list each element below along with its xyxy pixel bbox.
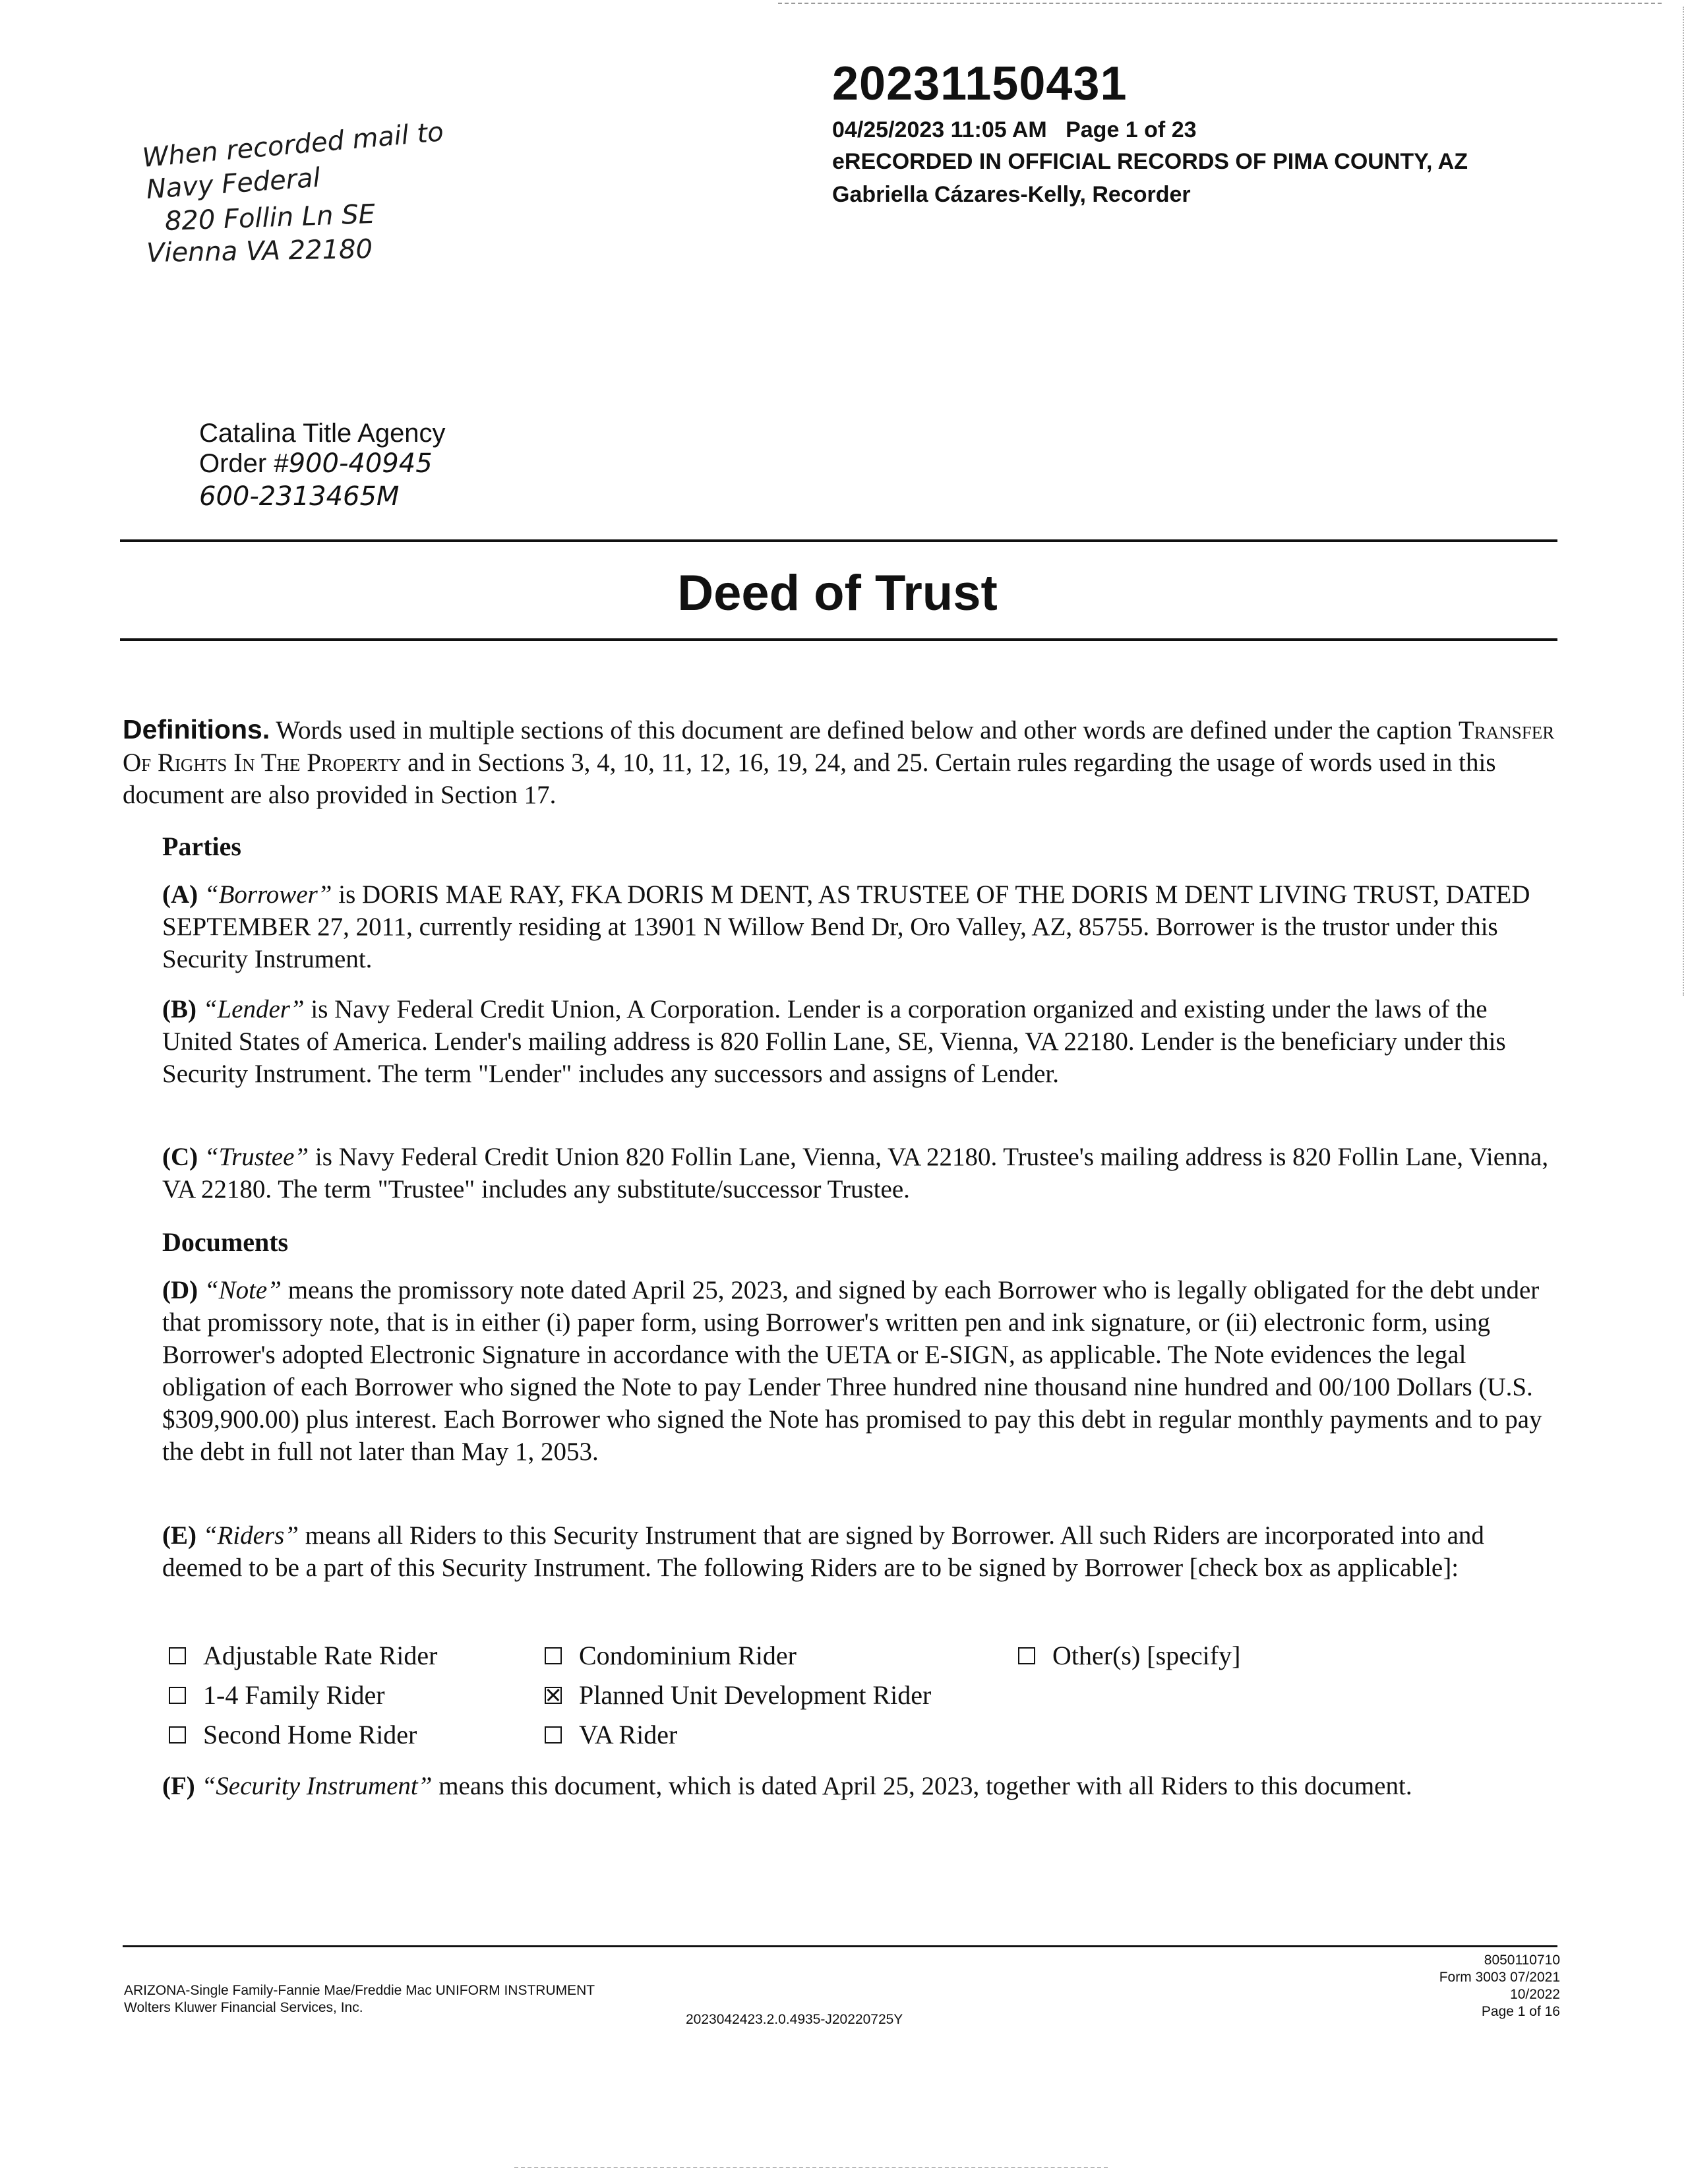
- scan-edge-top: [778, 3, 1662, 4]
- scan-edge-bottom: [514, 2167, 1108, 2168]
- title-rule-bottom: [120, 638, 1557, 641]
- definition-text: means the promissory note dated April 25, 2023, and signed by each Borrower who is legally obligated for the debt under that promissory note, that is in either (i) paper form, using Borrower's written pen and ink signature, or (ii) electronic form, using Borrower's adopted Electronic Signature in accordance with the UETA or E-SIGN, as applicable. The Note evidences the legal obligation of each Borrower who signed the Note to pay Lender Three hundred nine thousand nine hundred and 00/100 Dollars (U.S. $309,900.00) plus interest. Each Borrower who signed the Note has promised to pay this debt in regular monthly payments and to pay the debt in full not later than May 1, 2053.: [162, 1276, 1542, 1466]
- item-label: (A): [162, 880, 198, 909]
- footer-revision-date: 10/2022: [1510, 1987, 1560, 2002]
- item-label: (D): [162, 1276, 198, 1304]
- checkbox[interactable]: [169, 1726, 186, 1744]
- rider-option-condominium[interactable]: [545, 1639, 797, 1672]
- footer-form-number: Form 3003 07/2021: [1439, 1970, 1560, 1985]
- defined-term: “Lender”: [202, 995, 305, 1023]
- rider-label: Second Home Rider: [203, 1720, 417, 1749]
- definitions-text: and in Sections 3, 4, 10, 11, 12, 16, 19, 24, and 25. Certain rules regarding the usage of words used in this document are also provided in Section 17.: [123, 748, 1496, 809]
- handwritten-return-address: [138, 117, 547, 269]
- title-rule-top: [120, 539, 1557, 542]
- defined-term: “Trustee”: [204, 1143, 309, 1171]
- definitions-heading: Definitions.: [123, 714, 270, 744]
- checkbox[interactable]: [1018, 1647, 1035, 1664]
- definition-borrower: [162, 878, 1560, 975]
- handwritten-line: 820 Follin Ln SE: [164, 198, 376, 237]
- footer-document-id: 2023042423.2.0.4935-J20220725Y: [686, 2012, 903, 2027]
- checkbox-checked[interactable]: [545, 1687, 562, 1704]
- checkbox[interactable]: [169, 1647, 186, 1664]
- definitions-text: Words used in multiple sections of this document are defined below and other words are defined under the caption: [270, 716, 1459, 744]
- definition-text: means this document, which is dated April 25, 2023, together with all Riders to this document.: [432, 1772, 1412, 1800]
- rider-label: VA Rider: [579, 1720, 678, 1749]
- footer-page-number: Page 1 of 16: [1481, 2004, 1560, 2019]
- order-number-handwritten: 900-40945: [288, 448, 433, 479]
- rider-label: 1-4 Family Rider: [203, 1680, 385, 1710]
- item-label: (C): [162, 1143, 198, 1171]
- rider-label: Other(s) [specify]: [1052, 1641, 1241, 1670]
- defined-term: “Note”: [204, 1276, 282, 1304]
- escrow-number-handwritten: 600-2313465M: [199, 481, 400, 512]
- documents-heading: Documents: [162, 1227, 289, 1257]
- document-title: Deed of Trust: [677, 565, 998, 621]
- definition-text: is DORIS MAE RAY, FKA DORIS M DENT, AS TRUSTEE OF THE DORIS M DENT LIVING TRUST, DATED SEPTEMBER 27, 2011, currently residing at 13901 N Willow Bend Dr, Oro Valley, AZ, 85755. Borrower is the trustor under this Security Instrument.: [162, 880, 1530, 973]
- checkbox[interactable]: [545, 1726, 562, 1744]
- rider-option-other[interactable]: [1018, 1639, 1240, 1672]
- handwritten-line: Navy Federal: [145, 162, 322, 205]
- footer-form-info: [1439, 1952, 1560, 2020]
- definition-lender: [162, 993, 1560, 1090]
- definition-note: [162, 1274, 1560, 1468]
- rider-option-second-home[interactable]: [169, 1718, 417, 1751]
- recording-office-line: eRECORDED IN OFFICIAL RECORDS OF PIMA COUNTY, AZ: [832, 149, 1468, 174]
- rider-option-planned-unit-development[interactable]: [545, 1679, 931, 1712]
- rider-label: Condominium Rider: [579, 1641, 797, 1670]
- checkbox[interactable]: [169, 1687, 186, 1704]
- defined-term: “Borrower”: [204, 880, 332, 909]
- footer-publisher: Wolters Kluwer Financial Services, Inc.: [124, 2000, 363, 2015]
- recording-number: 20231150431: [832, 57, 1128, 110]
- definition-riders: [162, 1519, 1560, 1584]
- item-label: (E): [162, 1521, 196, 1550]
- item-label: (B): [162, 995, 196, 1023]
- recorder-name-line: Gabriella Cázares-Kelly, Recorder: [832, 182, 1191, 207]
- rider-label: Adjustable Rate Rider: [203, 1641, 438, 1670]
- recording-date-line: 04/25/2023 11:05 AM Page 1 of 23: [832, 117, 1197, 142]
- title-agency-block: [199, 418, 446, 512]
- item-label: (F): [162, 1772, 195, 1800]
- scan-edge-right: [1683, 7, 1684, 996]
- rider-option-va[interactable]: [545, 1718, 677, 1751]
- order-label: Order #: [199, 449, 289, 478]
- definition-text: is Navy Federal Credit Union, A Corporation. Lender is a corporation organized and existing under the laws of the United States of America. Lender's mailing address is 820 Follin Lane, SE, Vienna, VA 22180. Lender is the beneficiary under this Security Instrument. The term "Lender" includes any successors and assigns of Lender.: [162, 995, 1506, 1088]
- defined-term: “Security Instrument”: [201, 1772, 433, 1800]
- parties-heading: Parties: [162, 832, 241, 861]
- definition-trustee: [162, 1141, 1560, 1205]
- defined-term: “Riders”: [202, 1521, 299, 1550]
- rider-label: Planned Unit Development Rider: [579, 1680, 932, 1710]
- rider-option-1-4-family[interactable]: [169, 1679, 385, 1712]
- handwritten-line: Vienna VA 22180: [146, 234, 373, 268]
- caption-transfer-of-rights: Transfer Of Rights In The Property: [123, 716, 1555, 777]
- rider-option-adjustable-rate[interactable]: [169, 1639, 437, 1672]
- agency-name: Catalina Title Agency: [199, 419, 446, 448]
- footer-form-name: ARIZONA-Single Family-Fannie Mae/Freddie Mac UNIFORM INSTRUMENT: [124, 1983, 595, 1998]
- definition-text: is Navy Federal Credit Union 820 Follin Lane, Vienna, VA 22180. Trustee's mailing address is 820 Follin Lane, Vienna, VA 22180. The term "Trustee" includes any substitute/successor Trustee.: [162, 1143, 1549, 1203]
- footer-loan-number: 8050110710: [1484, 1953, 1560, 1968]
- definitions-paragraph: [123, 713, 1560, 811]
- definition-security-instrument: [162, 1770, 1560, 1802]
- agency-order-line: [199, 448, 446, 479]
- definition-text: means all Riders to this Security Instrument that are signed by Borrower. All such Riders are incorporated into and deemed to be a part of this Security Instrument. The following Riders are to be signed by Borrower [check box as applicable]:: [162, 1521, 1484, 1582]
- footer-rule: [123, 1945, 1557, 1947]
- footer-form-title: [124, 1982, 595, 2017]
- handwritten-line: When recorded mail to: [140, 117, 445, 173]
- checkbox[interactable]: [545, 1647, 562, 1664]
